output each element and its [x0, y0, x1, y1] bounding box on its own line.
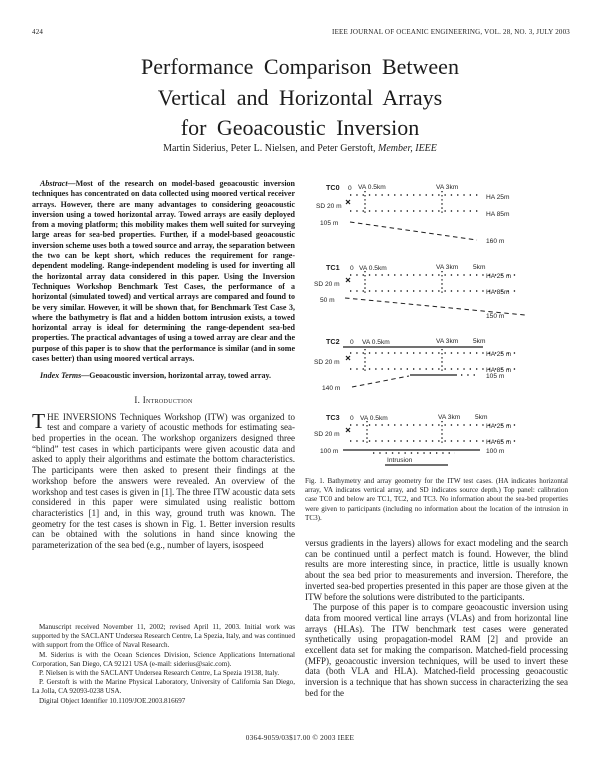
- introduction-text: HE INVERSIONS Techniques Workshop (ITW) was organized to test and compare a variety of acoustic methods for estimating sea-bed properties in the ocean. The workshop organizers designed three “blind” test cases in which participants were given acoustic data and asked to apply their algorithms and estimate the bottom characteristics. The participants were then asked to present their findings at the workshop before the answers were revealed. An overview of the workshop and test cases is given in [1]. The three ITW acoustic data sets considered in this paper were simulated using realistic bottom characteristics [1] and, in this way, ground truth was known. The geometry for the test cases is shown in Fig. 1. Better inversion results can be obtained with the solutions in hand since knowing the parameterization of the sea bed (e.g., number of layers, isospeed: [32, 411, 295, 551]
- footnote-siderius: M. Siderius is with the Ocean Sciences Division, Science Applications International Corporation, San Diego, CA 92121 USA (e-mail: siderius@saic.com).: [32, 650, 295, 668]
- tc3-va-far-label: VA 3km: [438, 414, 461, 421]
- journal-title: IEEE JOURNAL OF OCEANIC ENGINEERING, VOL. 28, NO. 3, JULY 2003: [332, 28, 570, 36]
- tc2-origin: 0: [350, 339, 354, 346]
- panel-tc2: [314, 337, 519, 392]
- tc2-depth-right: 105 m: [486, 373, 505, 380]
- tc2-sd-label: SD 20 m: [314, 359, 340, 366]
- tc2-label: TC2: [326, 337, 340, 346]
- tc0-va-far-label: VA 3km: [436, 184, 459, 191]
- introduction-paragraph: [32, 408, 295, 551]
- index-terms-text: Geoacoustic inversion, horizontal array, towed array.: [89, 371, 272, 381]
- right-column-body: [305, 538, 568, 699]
- tc1-source-marker: [346, 278, 350, 282]
- tc2-ha-top-label: HA 25 m: [486, 351, 512, 358]
- tc0-source-marker: [346, 200, 350, 204]
- tc3-intrusion-label: Intrusion: [387, 457, 413, 464]
- tc0-bathymetry-slope: [350, 222, 477, 240]
- title-line-1: Performance Comparison Between: [141, 54, 459, 79]
- page-number: 424: [32, 28, 44, 36]
- tc1-origin: 0: [350, 265, 354, 272]
- tc2-va-far-label: VA 3km: [436, 338, 459, 345]
- abstract: [32, 179, 295, 364]
- body-paragraph-continuation: versus gradients in the layers) allows for exact modeling and the search can be continued until a perfect match is found. However, the blind results are more interesting since, in practice, little is usually known about the sea bed prior to measurements and inversion. Therefore, the inverted sea-bed properties presented in this paper are those given at the ITW before the solutions were distributed to the participants.: [305, 538, 568, 602]
- panel-tc3: [314, 413, 520, 465]
- tc2-bathymetry-upslope: [352, 376, 409, 387]
- footnote-doi: Digital Object Identifier 10.1109/JOE.2003.816697: [39, 696, 186, 705]
- tc3-ha-top-label: HA 25 m: [486, 423, 512, 430]
- tc0-origin: 0: [348, 185, 352, 192]
- tc3-va-near-label: VA 0.5km: [360, 415, 388, 422]
- paper-title: [0, 52, 600, 144]
- tc2-ha-bottom-label: HA 85 m: [486, 367, 512, 374]
- author-names: Martin Siderius, Peter L. Nielsen, and Peter Gerstoft,: [163, 143, 379, 154]
- tc1-va-far-label: VA 3km: [436, 264, 459, 271]
- index-terms-label: Index Terms—: [40, 371, 90, 381]
- tc2-range-end-label: 5km: [473, 338, 486, 345]
- figure-1: [305, 178, 568, 468]
- abstract-text: Most of the research on model-based geoacoustic inversion techniques has concentrated on data collected using moored vertical receiver arrays. However, there are many advantages to considering geoacoustic inversion using a towed horizontal array. Towed arrays are easily deployed from a moving platform; this mobility makes them well suited for surveying large areas for sea-bed properties. Further, if a model-based geoacoustic inversion scheme uses both a towed source and array, the separation between the two can be kept short, which reduces the requirement for range-dependent modeling. Range-independent modeling is used for inverting all the horizontal array data considered in this paper. Using the Inversion Techniques Workshop Benchmark Test Cases, the performance of a horizontal (simulated towed) and vertical arrays are compared and found to be very similar. However, it will be shown that, for Benchmark Test Case 3, where the bathymetry is flat and a hidden bottom intrusion exists, a towed horizontal array is ideal for determining the range-dependent sea-bed properties. The practical advantages of using a towed array are clear and the purpose of this paper is to show that the performance is similar (and in some cases better) than using moored vertical arrays.: [32, 179, 295, 364]
- tc1-va-near-label: VA 0.5km: [359, 265, 387, 272]
- tc0-sd-label: SD 20 m: [316, 203, 342, 210]
- tc1-depth-right: 150 m: [486, 313, 505, 320]
- title-line-2: Vertical and Horizontal Arrays: [157, 84, 443, 110]
- index-terms: [32, 371, 295, 381]
- author-membership: Member, IEEE: [378, 143, 437, 154]
- running-header: [32, 28, 570, 36]
- tc3-depth-left: 100 m: [320, 448, 339, 455]
- tc3-source-marker: [346, 428, 350, 432]
- tc1-range-end-label: 5km: [473, 264, 486, 271]
- author-line: [0, 143, 600, 154]
- tc0-va-near-label: VA 0.5km: [358, 184, 386, 191]
- drop-cap: T: [32, 408, 46, 433]
- tc0-depth-left: 105 m: [320, 220, 339, 227]
- title-line-3: for Geoacoustic Inversion: [180, 115, 420, 140]
- tc2-source-marker: [346, 356, 350, 360]
- tc2-depth-left: 140 m: [322, 385, 341, 392]
- footnote-nielsen: P. Nielsen is with the SACLANT Undersea Research Centre, La Spezia 19138, Italy.: [39, 669, 280, 678]
- section-heading-introduction: I. Introduction: [134, 394, 193, 405]
- array-geometry-diagram: [305, 178, 568, 468]
- footnote-gerstoft: P. Gerstoft is with the Marine Physical Laboratory, University of California San Diego, La Jolla, CA 92093-0238 USA.: [32, 678, 295, 696]
- panel-tc1: [314, 263, 525, 320]
- left-column: [32, 179, 295, 551]
- tc3-range-end-label: 5km: [475, 414, 488, 421]
- tc3-label: TC3: [326, 413, 340, 422]
- tc0-depth-right: 160 m: [486, 238, 505, 245]
- tc3-depth-right: 100 m: [486, 448, 505, 455]
- tc1-sd-label: SD 20 m: [314, 281, 340, 288]
- tc2-va-near-label: VA 0.5km: [362, 339, 390, 346]
- tc0-label: TC0: [326, 183, 340, 192]
- footnote-manuscript: Manuscript received November 11, 2002; revised April 11, 2003. Initial work was supported by the SACLANT Undersea Research Centre, La Spezia, Italy, and was continued with support from the Office of Naval Research.: [32, 623, 295, 650]
- abstract-label: Abstract—: [40, 179, 76, 188]
- tc0-ha-bottom-label: HA 85m: [486, 211, 510, 218]
- tc1-depth-left: 50 m: [320, 297, 335, 304]
- tc3-sd-label: SD 20 m: [314, 431, 340, 438]
- right-column: [305, 178, 568, 468]
- body-paragraph-purpose: The purpose of this paper is to compare geoacoustic inversion using data from moored vertical line arrays (VLAs) and from horizontal line arrays (HLAs). The ITW benchmark test cases were generated synthetically using propagation-model RAM [2] and provide an excellent data set for making the comparison. Matched-field processing (MFP), geoacoustic inversion techniques, will be used to invert these data (both VLA and HLA). Matched-field processing geoacoustic inversion is a technique that has shown success in characterizing the sea bed for the: [305, 602, 568, 698]
- tc1-ha-bottom-label: HA 85m: [486, 289, 510, 296]
- tc0-ha-top-label: HA 25m: [486, 194, 510, 201]
- figure-1-caption: Fig. 1. Bathymetry and array geometry for the ITW test cases. (HA indicates horizontal array, VA indicates vertical array, and SD indicates source depth.) Top panel: calibration case TC0 and below are TC1, TC2, and TC3. No information about the sea-bed properties were given to participants (including no information about the location of the intrusion in TC3).: [305, 477, 568, 522]
- tc3-origin: 0: [350, 415, 354, 422]
- tc3-ha-bottom-label: HA 65 m: [486, 439, 512, 446]
- copyright-footer: 0364-9059/03$17.00 © 2003 IEEE: [245, 733, 355, 742]
- tc1-label: TC1: [326, 263, 340, 272]
- first-page-footnotes: [32, 623, 295, 706]
- panel-tc0: [316, 183, 510, 245]
- tc1-ha-top-label: HA 25 m: [486, 273, 512, 280]
